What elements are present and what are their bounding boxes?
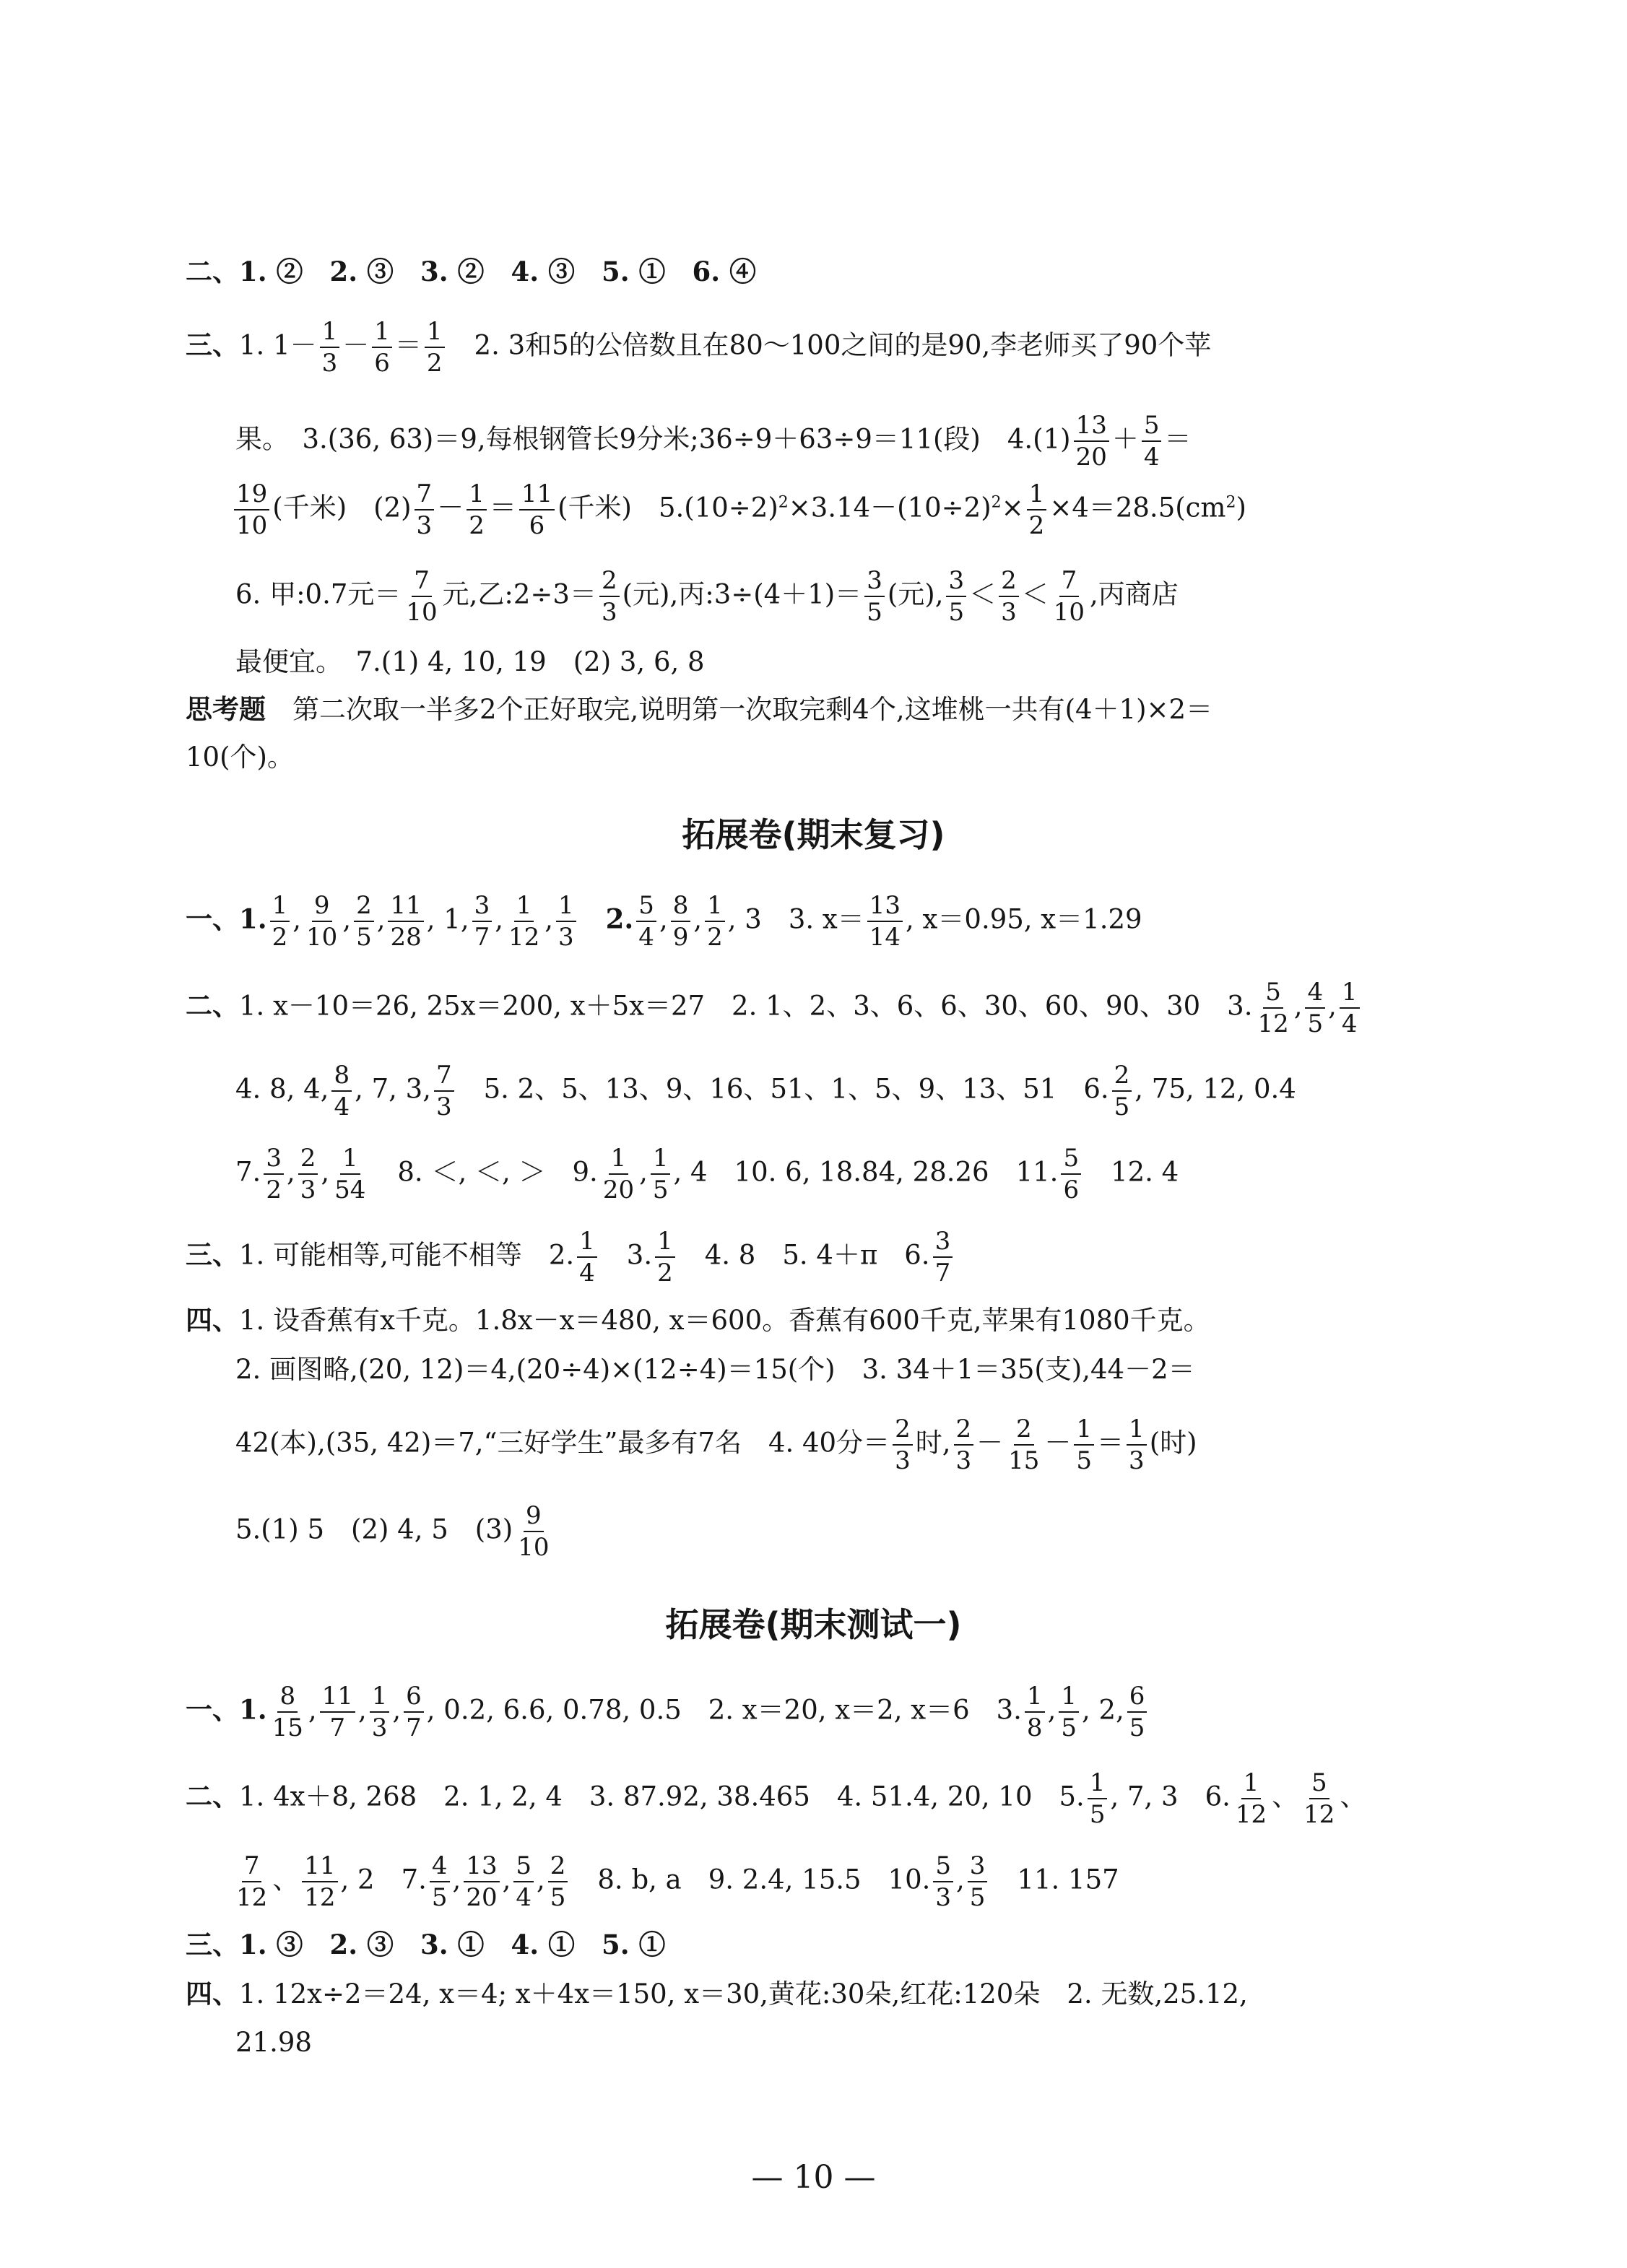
fraction: $\frac{1}{20}$ <box>602 1144 635 1205</box>
fraction: $\frac{9}{10}$ <box>306 891 338 952</box>
think-question: 思考题 第二次取一半多2个正好取完,说明第一次取完剩4个,这堆桃一共有(4＋1)×2＝ <box>186 693 1213 725</box>
fraction: $\frac{7}{10}$ <box>406 566 438 627</box>
answer-line: 7. $\frac{3}{2}$ , $\frac{2}{3}$ , $\frac{1}{54}$ 8. ＜, ＜, ＞ 9. $\frac{1}{20}$ , $\frac{1}{5}$ , 4 10. 6, 18.84, 28.26 11. $\frac{5}{6}$ 12. 4 <box>235 1144 1179 1205</box>
answer-line: 2. 画图略,(20, 12)＝4,(20÷4)×(12÷4)＝15(个) 3. 34＋1＝35(支),44－2＝ <box>235 1354 1195 1385</box>
fraction: $\frac{19}{10}$ <box>231 480 272 539</box>
fraction: $\frac{8}{4}$ <box>329 1061 355 1121</box>
think-question: 10(个)。 <box>186 742 294 773</box>
fraction: $\frac{5}{12}$ <box>1257 978 1289 1039</box>
fraction: $\frac{1}{3}$ <box>317 318 343 377</box>
page-number: — 10 — <box>751 2159 876 2196</box>
answer-line: 果。 3.(36, 63)＝9,每根钢管长9分米;36÷9＋63÷9＝11(段) 4.(1) $\frac{13}{20}$ ＋ $\frac{5}{4}$ ＝ <box>235 411 1192 472</box>
section-lead: 三、 <box>186 329 239 361</box>
think-lead: 思考题 <box>186 693 266 725</box>
answer-line: 4. 8, 4, $\frac{8}{4}$ , 7, 3, $\frac{7}{3}$ 5. 2、5、13、9、16、51、1、5、9、13、51 6. $\frac{2}{5}$ , 75, 12, 0.4 <box>235 1061 1296 1122</box>
answer-line: 42(本),(35, 42)＝7,“三好学生”最多有7名 4. 40分＝ $\frac{2}{3}$ 时, $\frac{2}{3}$ － $\frac{2}{15}$ － $\frac{1}{5}$ ＝ $\frac{1}{3}$ (时) <box>235 1415 1197 1476</box>
fraction: $\frac{2}{5}$ <box>1109 1061 1135 1121</box>
answer-line: $\frac{19}{10}$ (千米) (2) $\frac{7}{3}$ － $\frac{1}{2}$ ＝ $\frac{11}{6}$ (千米) $5.(10\div 2)^2\times 3.14-(10\div 2)^2\times$ $\frac{1}{2}$ $\times 4=28.5(cm^2)$ <box>231 480 1246 539</box>
fraction: $\frac{2}{15}$ <box>1008 1415 1040 1476</box>
fraction: $\frac{2}{3}$ <box>295 1144 321 1204</box>
answer-line: 最便宜。 7.(1) 4, 10, 19 (2) 3, 6, 8 <box>235 646 705 677</box>
fraction: $\frac{1}{2}$ <box>1024 480 1050 539</box>
answer-line: 6. 甲:0.7元＝ $\frac{7}{10}$ 元,乙:2÷3＝ $\frac{2}{3}$ (元),丙:3÷(4＋1)＝ $\frac{3}{5}$ (元), $\frac{3}{5}$ ＜ $\frac{2}{3}$ ＜ $\frac{7}{10}$ ,丙商店 <box>235 566 1179 627</box>
fraction: $\frac{2}{3}$ <box>890 1415 916 1474</box>
fraction: $\frac{1}{2}$ <box>464 480 490 539</box>
fraction: $\frac{11}{28}$ <box>385 892 426 951</box>
text: 果。 3.(36, 63)＝9,每根钢管长9分米;36÷9＋63÷9＝11(段) 4.(1) <box>235 423 1071 455</box>
fraction: $\frac{5}{6}$ <box>1058 1144 1084 1204</box>
answer-line: 21.98 <box>235 2027 312 2058</box>
answer-line: 一、1. $\frac{8}{15}$ , $\frac{11}{7}$ , $\frac{1}{3}$ , $\frac{6}{7}$ , 0.2, 6.6, 0.78, 0.5 2. x＝20, x＝2, x＝6 3. $\frac{1}{8}$ , $\frac{1}{5}$ , 2, $\frac{6}{5}$ <box>186 1682 1150 1742</box>
fraction: $\frac{8}{9}$ <box>668 892 694 951</box>
fraction: $\frac{2}{5}$ <box>545 1852 571 1911</box>
fraction: $\frac{1}{3}$ <box>367 1682 393 1742</box>
fraction: $\frac{11}{6}$ <box>516 480 557 539</box>
fraction: $\frac{6}{5}$ <box>1124 1682 1150 1742</box>
text: 1. 1－ <box>239 329 317 361</box>
answer-line: 一、1. $\frac{1}{2}$ , $\frac{9}{10}$ , $\frac{2}{5}$ , $\frac{11}{28}$ , 1, $\frac{3}{7}$ , $\frac{1}{12}$ , $\frac{1}{3}$ 2. $\frac{5}{4}$ , $\frac{8}{9}$ , $\frac{1}{2}$ , 3 3. x＝ $\frac{13}{14}$ , x＝0.95, x＝1.29 <box>186 891 1142 952</box>
answer-line: 三、1. 可能相等,可能不相等 2. $\frac{1}{4}$ 3. $\frac{1}{2}$ 4. 8 5. 4＋π 6. $\frac{3}{7}$ <box>186 1228 955 1287</box>
fraction: $\frac{7}{3}$ <box>412 480 438 539</box>
fraction: $\frac{5}{4}$ <box>633 892 659 951</box>
fraction: $\frac{5}{3}$ <box>930 1852 956 1911</box>
fraction: $\frac{1}{5}$ <box>1071 1415 1097 1474</box>
fraction: $\frac{5}{4}$ <box>1139 412 1165 471</box>
fraction: $\frac{11}{12}$ <box>299 1852 340 1911</box>
fraction: $\frac{2}{3}$ <box>951 1415 977 1474</box>
fraction: $\frac{11}{7}$ <box>317 1682 358 1742</box>
fraction: $\frac{3}{5}$ <box>965 1852 991 1911</box>
fraction: $\frac{3}{5}$ <box>862 567 888 626</box>
answers-text: 1. ② 2. ③ 3. ② 4. ③ 5. ① 6. ④ <box>239 256 757 287</box>
fraction: $\frac{6}{7}$ <box>401 1682 427 1742</box>
fraction: $\frac{2}{5}$ <box>351 892 377 951</box>
answer-line: 三、1. ③ 2. ③ 3. ① 4. ① 5. ① <box>186 1929 666 1960</box>
fraction: $\frac{9}{10}$ <box>518 1501 550 1563</box>
section-title: 拓展卷(期末测试一) <box>665 1605 962 1644</box>
answer-line: 5.(1) 5 (2) 4, 5 (3) $\frac{9}{10}$ <box>235 1502 554 1561</box>
answer-line: 三、1. 1－ $\frac{1}{3}$ － $\frac{1}{6}$ ＝ $\frac{1}{2}$ 2. 3和5的公倍数且在80～100之间的是90,李老师买了90个苹 <box>186 317 1212 378</box>
fraction: $\frac{5}{12}$ <box>1303 1768 1335 1830</box>
fraction: $\frac{1}{12}$ <box>1235 1768 1267 1830</box>
fraction: $\frac{1}{2}$ <box>422 318 448 377</box>
fraction: $\frac{7}{10}$ <box>1053 566 1085 627</box>
answer-line: 二、1. 4x＋8, 268 2. 1, 2, 4 3. 87.92, 38.465 4. 51.4, 20, 10 5. $\frac{1}{5}$ , 7, 3 6. $\frac{1}{12}$ 、 $\frac{5}{12}$ 、 <box>186 1768 1367 1830</box>
fraction: $\frac{3}{2}$ <box>261 1144 287 1204</box>
fraction: $\frac{3}{7}$ <box>469 892 495 951</box>
fraction: $\frac{2}{3}$ <box>996 567 1022 626</box>
fraction: $\frac{1}{54}$ <box>334 1144 366 1205</box>
fraction: $\frac{8}{15}$ <box>272 1682 303 1743</box>
section-lead: 二、 <box>186 256 239 287</box>
fraction: $\frac{3}{7}$ <box>930 1228 956 1287</box>
fraction: $\frac{1}{12}$ <box>508 891 540 952</box>
fraction: $\frac{1}{3}$ <box>1124 1415 1150 1474</box>
fraction: $\frac{1}{8}$ <box>1022 1682 1048 1742</box>
fraction: $\frac{1}{5}$ <box>1056 1682 1082 1742</box>
text: 2. 3和5的公倍数且在80～100之间的是90,李老师买了90个苹 <box>474 329 1212 361</box>
fraction: $\frac{4}{5}$ <box>1302 978 1328 1038</box>
fraction: $\frac{1}{2}$ <box>702 892 728 951</box>
fraction: $\frac{1}{6}$ <box>369 318 395 377</box>
fraction: $\frac{2}{3}$ <box>596 567 622 626</box>
fraction: $\frac{3}{5}$ <box>943 567 969 626</box>
answer-line: 四、1. 设香蕉有x千克。1.8x－x＝480, x＝600。香蕉有600千克,苹果有1080千克。 <box>186 1304 1210 1336</box>
answer-line <box>186 258 756 285</box>
fraction: $\frac{13}{20}$ <box>1071 412 1112 471</box>
fraction: $\frac{1}{3}$ <box>553 892 579 951</box>
fraction: $\frac{13}{20}$ <box>461 1852 502 1911</box>
fraction: $\frac{1}{5}$ <box>1085 1769 1111 1828</box>
answer-line: $\frac{7}{12}$ 、 $\frac{11}{12}$ , 2 7. $\frac{4}{5}$ , $\frac{13}{20}$ , $\frac{5}{4}$ , $\frac{2}{5}$ 8. b, a 9. 2.4, 15.5 10. $\frac{5}{3}$ , $\frac{3}{5}$ 11. 157 <box>231 1852 1119 1911</box>
answer-line: 二、1. x－10＝26, 25x＝200, x＋5x＝27 2. 1、2、3、6、6、30、60、90、30 3. $\frac{5}{12}$ , $\frac{4}{5}$ , $\frac{1}{4}$ <box>186 978 1363 1038</box>
fraction: $\frac{5}{4}$ <box>511 1852 537 1911</box>
answer-line: 四、1. 12x÷2＝24, x＝4; x＋4x＝150, x＝30,黄花:30朵,红花:120朵 2. 无数,25.12, <box>186 1978 1248 2010</box>
fraction: $\frac{1}{5}$ <box>648 1144 674 1204</box>
fraction: $\frac{1}{4}$ <box>574 1228 600 1287</box>
fraction: $\frac{4}{5}$ <box>427 1852 453 1911</box>
fraction: $\frac{13}{14}$ <box>864 892 906 951</box>
section-title: 拓展卷(期末复习) <box>682 815 945 854</box>
fraction: $\frac{1}{2}$ <box>267 892 293 951</box>
fraction: $\frac{1}{2}$ <box>652 1228 678 1287</box>
fraction: $\frac{7}{12}$ <box>236 1851 268 1913</box>
fraction: $\frac{1}{4}$ <box>1337 978 1363 1038</box>
fraction: $\frac{7}{3}$ <box>431 1061 457 1121</box>
